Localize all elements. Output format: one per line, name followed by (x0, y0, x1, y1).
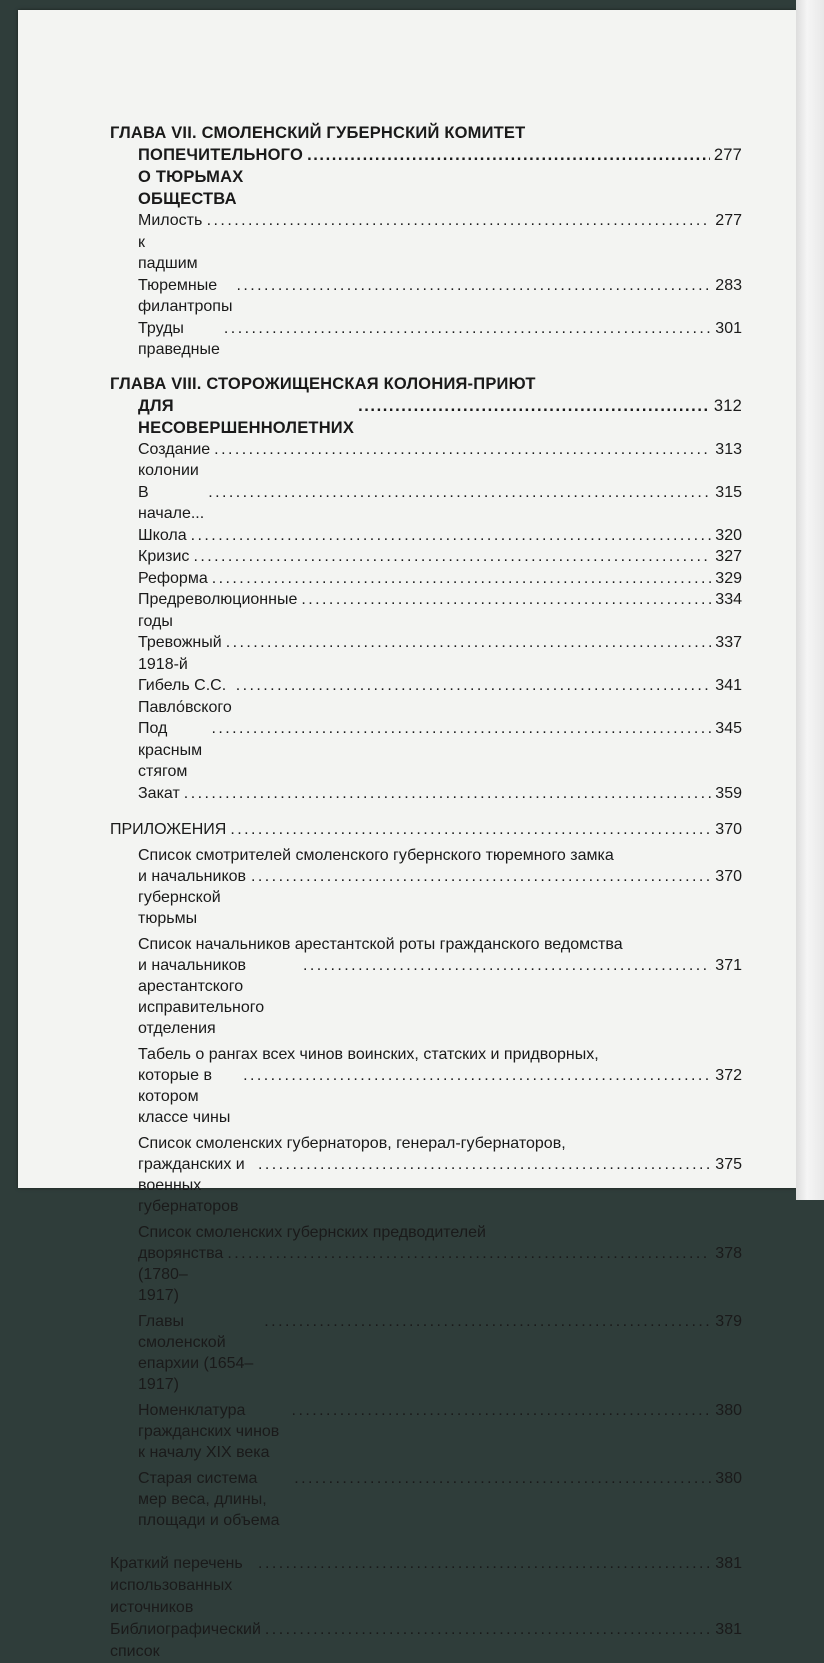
entry-title: Краткий перечень использованных источников (110, 1555, 243, 1616)
appendix-item-title: Главы смоленской епархии (1654–1917) (138, 1313, 254, 1393)
entry-title: Гибель С.С. Павло́вского (138, 677, 232, 716)
appendix-item-row (138, 1154, 742, 1217)
sources-section (110, 1553, 742, 1663)
leader-dots (191, 525, 712, 547)
entry-page: 378 (715, 1245, 742, 1262)
entry-page: 379 (715, 1313, 742, 1330)
leader-dots (264, 1311, 711, 1332)
chapter-8-sections (110, 439, 742, 805)
appendix-item-line1: Список смоленских губернаторов, генерал-губернаторов, (138, 1135, 566, 1152)
toc-entry (110, 1553, 742, 1619)
appendix-item-line1: Список смоленских губернских предводителей (138, 1224, 486, 1241)
chapter-8-title-line2: ДЛЯ НЕСОВЕРШЕННОЛЕТНИХ (138, 396, 355, 437)
leader-dots (211, 718, 711, 740)
entry-page: 372 (715, 1067, 742, 1084)
appendix-item-line1: Список смотрителей смоленского губернского тюремного замка (138, 847, 614, 864)
leader-dots (207, 210, 712, 232)
appendix-item (110, 934, 742, 1039)
entry-title: Школа (138, 526, 187, 544)
entry-title: Под красным стягом (138, 720, 203, 780)
entry-page: 380 (715, 1402, 742, 1419)
appendix-item-line2: и начальников арестантского исправительного отделения (138, 957, 265, 1037)
leader-dots (243, 1065, 711, 1086)
chapter-7-title-line2: ПОПЕЧИТЕЛЬНОГО О ТЮРЬМАХ ОБЩЕСТВА (138, 146, 304, 208)
leader-dots (208, 482, 711, 504)
appendix-page: 370 (715, 821, 742, 838)
entry-title: В начале... (138, 483, 205, 522)
appendix-title: ПРИЛОЖЕНИЯ (110, 821, 227, 838)
appendix-item-line2: которые в котором классе чины (138, 1067, 231, 1126)
entry-title: Реформа (138, 569, 208, 587)
appendix-item (110, 1400, 742, 1463)
toc-entry (138, 568, 742, 590)
entry-page: 334 (715, 591, 742, 608)
leader-dots (303, 955, 711, 976)
page-edge (796, 0, 824, 1200)
toc-entry (138, 210, 742, 275)
toc-entry (138, 482, 742, 525)
appendix-item (110, 845, 742, 929)
toc-entry (138, 783, 742, 805)
leader-dots (251, 866, 711, 887)
chapter-7-title-line1: ГЛАВА VII. СМОЛЕНСКИЙ ГУБЕРНСКИЙ КОМИТЕТ (110, 124, 526, 142)
toc-entry (138, 632, 742, 675)
leader-dots (265, 1619, 711, 1641)
entry-title: Кризис (138, 548, 190, 565)
leader-dots (184, 783, 712, 805)
toc-entry (138, 675, 742, 718)
toc-entry (138, 546, 742, 568)
toc-entry (138, 275, 742, 318)
entry-page: 345 (715, 720, 742, 737)
appendix-item-title: Старая система мер веса, длины, площади и объема (138, 1470, 280, 1529)
appendix-section (110, 820, 742, 1531)
entry-title: Библиографический список (110, 1621, 261, 1660)
appendix-item (110, 1468, 742, 1531)
table-of-contents (110, 122, 742, 1663)
entry-page: 337 (715, 634, 742, 651)
leader-dots (294, 1468, 711, 1489)
chapter-8-page: 312 (713, 396, 742, 415)
entry-title: Закат (138, 784, 180, 802)
leader-dots (212, 568, 712, 590)
appendix-item (110, 1044, 742, 1128)
appendix-item-title: Номенклатура гражданских чинов к началу XIX века (138, 1402, 280, 1461)
chapter-8-title-row (110, 395, 742, 439)
appendix-item-line2: и начальников губернской тюрьмы (138, 868, 247, 927)
leader-dots (193, 546, 711, 568)
toc-entry (110, 1619, 742, 1663)
toc-entry (138, 718, 742, 783)
appendix-item-line1: Список начальников арестантской роты гражданского ведомства (138, 936, 623, 953)
leader-dots (236, 675, 712, 697)
entry-page: 371 (715, 957, 742, 974)
entry-page: 313 (715, 440, 742, 458)
leader-dots (358, 395, 710, 417)
leader-dots (258, 1154, 711, 1175)
entry-page: 381 (715, 1555, 742, 1572)
entry-title: Создание колонии (138, 440, 211, 479)
chapter-7 (110, 122, 742, 361)
entry-title: Предреволюционные годы (138, 591, 298, 630)
chapter-8-title-line1: ГЛАВА VIII. СТОРОЖИЩЕНСКАЯ КОЛОНИЯ-ПРИЮТ (110, 374, 536, 393)
toc-entry (138, 318, 742, 361)
entry-page: 359 (715, 784, 742, 802)
leader-dots (301, 589, 711, 611)
entry-page: 327 (715, 548, 742, 565)
appendix-item-row (138, 1311, 742, 1395)
appendix-item (110, 1133, 742, 1217)
toc-entry (138, 589, 742, 632)
leader-dots (230, 820, 711, 840)
appendix-item-row (138, 1400, 742, 1463)
appendix-item-line2: дворянства (1780–1917) (138, 1245, 224, 1304)
chapter-8 (110, 373, 742, 805)
leader-dots (258, 1553, 711, 1575)
entry-page: 380 (715, 1470, 742, 1487)
book-page (18, 10, 796, 1660)
appendix-item-line1: Табель о рангах всех чинов воинских, статских и придворных, (138, 1046, 599, 1063)
chapter-7-sections (110, 210, 742, 361)
leader-dots (224, 318, 711, 340)
entry-title: Тревожный 1918-й (138, 634, 222, 673)
leader-dots (236, 275, 711, 297)
appendix-item-row (138, 1243, 742, 1306)
chapter-7-page: 277 (713, 146, 742, 164)
entry-page: 329 (715, 569, 742, 587)
appendix-item-row (138, 866, 742, 929)
appendix-item (110, 1222, 742, 1306)
toc-entry (138, 525, 742, 547)
leader-dots (214, 439, 711, 461)
leader-dots (226, 632, 712, 654)
appendix-item-row (138, 1468, 742, 1531)
entry-page: 381 (715, 1621, 742, 1638)
leader-dots (227, 1243, 711, 1264)
leader-dots (292, 1400, 712, 1421)
entry-title: Милость к падшим (138, 212, 203, 272)
entry-page: 375 (715, 1156, 742, 1173)
appendix-heading (110, 820, 742, 840)
chapter-7-title-row (110, 144, 742, 210)
entry-page: 301 (715, 319, 742, 337)
entry-page: 277 (715, 212, 742, 229)
entry-page: 315 (715, 483, 742, 501)
entry-title: Тюремные филантропы (138, 276, 233, 315)
toc-entry (138, 439, 742, 482)
appendix-item-row (138, 1065, 742, 1128)
leader-dots (307, 144, 710, 166)
appendix-item-row (138, 955, 742, 1039)
appendix-item (110, 1311, 742, 1395)
appendix-item-line2: гражданских и военных губернаторов (138, 1156, 245, 1215)
entry-page: 341 (715, 677, 742, 694)
entry-page: 370 (715, 868, 742, 885)
entry-title: Труды праведные (138, 319, 220, 358)
entry-page: 320 (715, 526, 742, 544)
entry-page: 283 (715, 276, 742, 294)
